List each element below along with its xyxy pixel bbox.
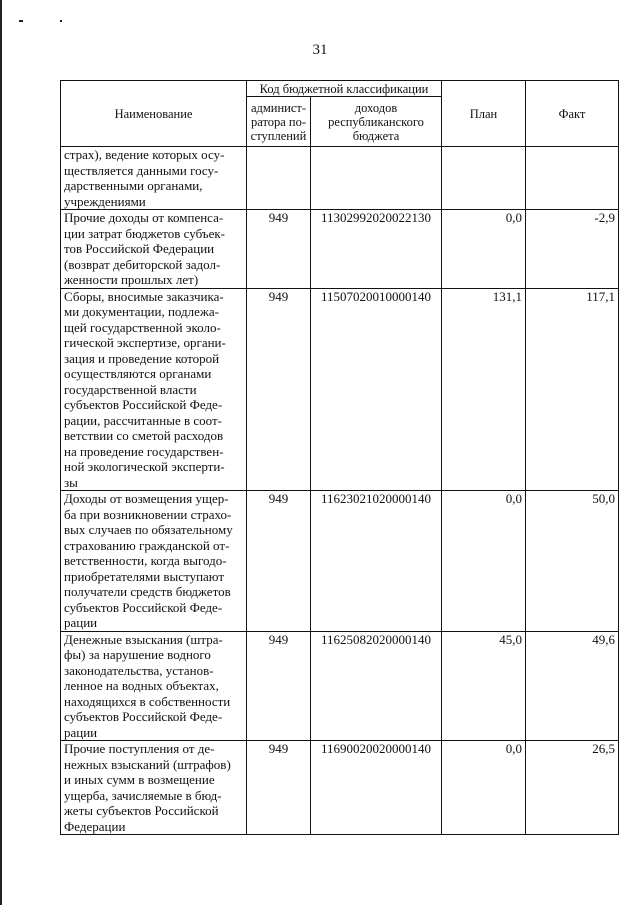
header-name: Наименование [61, 81, 247, 147]
row-revenue-code: 11302992020022130 [311, 210, 442, 289]
row-admin-code: 949 [247, 741, 311, 835]
row-name: Доходы от возмещения ущер- ба при возникновении страхо- вых случаев по обязательному страхованию гражданской от- ветственности, когда выгодо- приобретателями выступают получатели средств бюджетов субъектов Российской Феде- рации [61, 491, 247, 632]
table-row [61, 491, 619, 632]
table-row [61, 631, 619, 741]
row-revenue-code [311, 147, 442, 210]
table-row [61, 288, 619, 491]
table-row [61, 741, 619, 835]
table-row [61, 147, 619, 210]
row-name: страх), ведение которых осу- ществляется данными госу- дарственными органами, учреждениями [61, 147, 247, 210]
row-fact: 50,0 [526, 491, 619, 632]
row-admin-code [247, 147, 311, 210]
row-plan: 0,0 [442, 210, 526, 289]
row-fact: 49,6 [526, 631, 619, 741]
row-plan: 45,0 [442, 631, 526, 741]
row-name: Денежные взыскания (штра- фы) за нарушение водного законодательства, установ- ленное на водных объектах, находящихся в собственности субъектов Российской Феде- рации [61, 631, 247, 741]
scan-margin-line [0, 0, 2, 905]
row-revenue-code: 11625082020000140 [311, 631, 442, 741]
row-plan [442, 147, 526, 210]
row-fact: -2,9 [526, 210, 619, 289]
row-plan: 0,0 [442, 491, 526, 632]
header-administrator: админист- ратора по- ступлений [247, 97, 311, 147]
row-admin-code: 949 [247, 210, 311, 289]
row-fact: 117,1 [526, 288, 619, 491]
row-name: Прочие поступления от де- нежных взысканий (штрафов) и иных сумм в возмещение ущерба, зачисляемые в бюд- жеты субъектов Российской Федерации [61, 741, 247, 835]
header-fact: Факт [526, 81, 619, 147]
page-number: 31 [312, 42, 328, 58]
scan-mark [19, 20, 23, 22]
scan-mark [60, 20, 62, 22]
header-plan: План [442, 81, 526, 147]
row-admin-code: 949 [247, 491, 311, 632]
revenue-table [60, 80, 619, 835]
row-admin-code: 949 [247, 631, 311, 741]
row-revenue-code: 11623021020000140 [311, 491, 442, 632]
row-fact: 26,5 [526, 741, 619, 835]
row-name: Прочие доходы от компенса- ции затрат бюджетов субъек- тов Российской Федерации (возврат дебиторской задол- женности прошлых лет) [61, 210, 247, 289]
row-revenue-code: 11690020020000140 [311, 741, 442, 835]
header-revenue-code: доходов республиканского бюджета [311, 97, 442, 147]
row-fact [526, 147, 619, 210]
row-name: Сборы, вносимые заказчика- ми документации, подлежа- щей государственной эколо- гической экспертизе, органи- зация и проведение которой осуществляются органами государственной власти субъектов Российской Феде- рации, рассчитанные в соот- ветствии со сметой расходов на проведение государствен- ной экологической эксперти- зы [61, 288, 247, 491]
table-row [61, 210, 619, 289]
row-revenue-code: 11507020010000140 [311, 288, 442, 491]
row-plan: 0,0 [442, 741, 526, 835]
row-plan: 131,1 [442, 288, 526, 491]
row-admin-code: 949 [247, 288, 311, 491]
header-budget-classification: Код бюджетной классификации [247, 81, 442, 97]
